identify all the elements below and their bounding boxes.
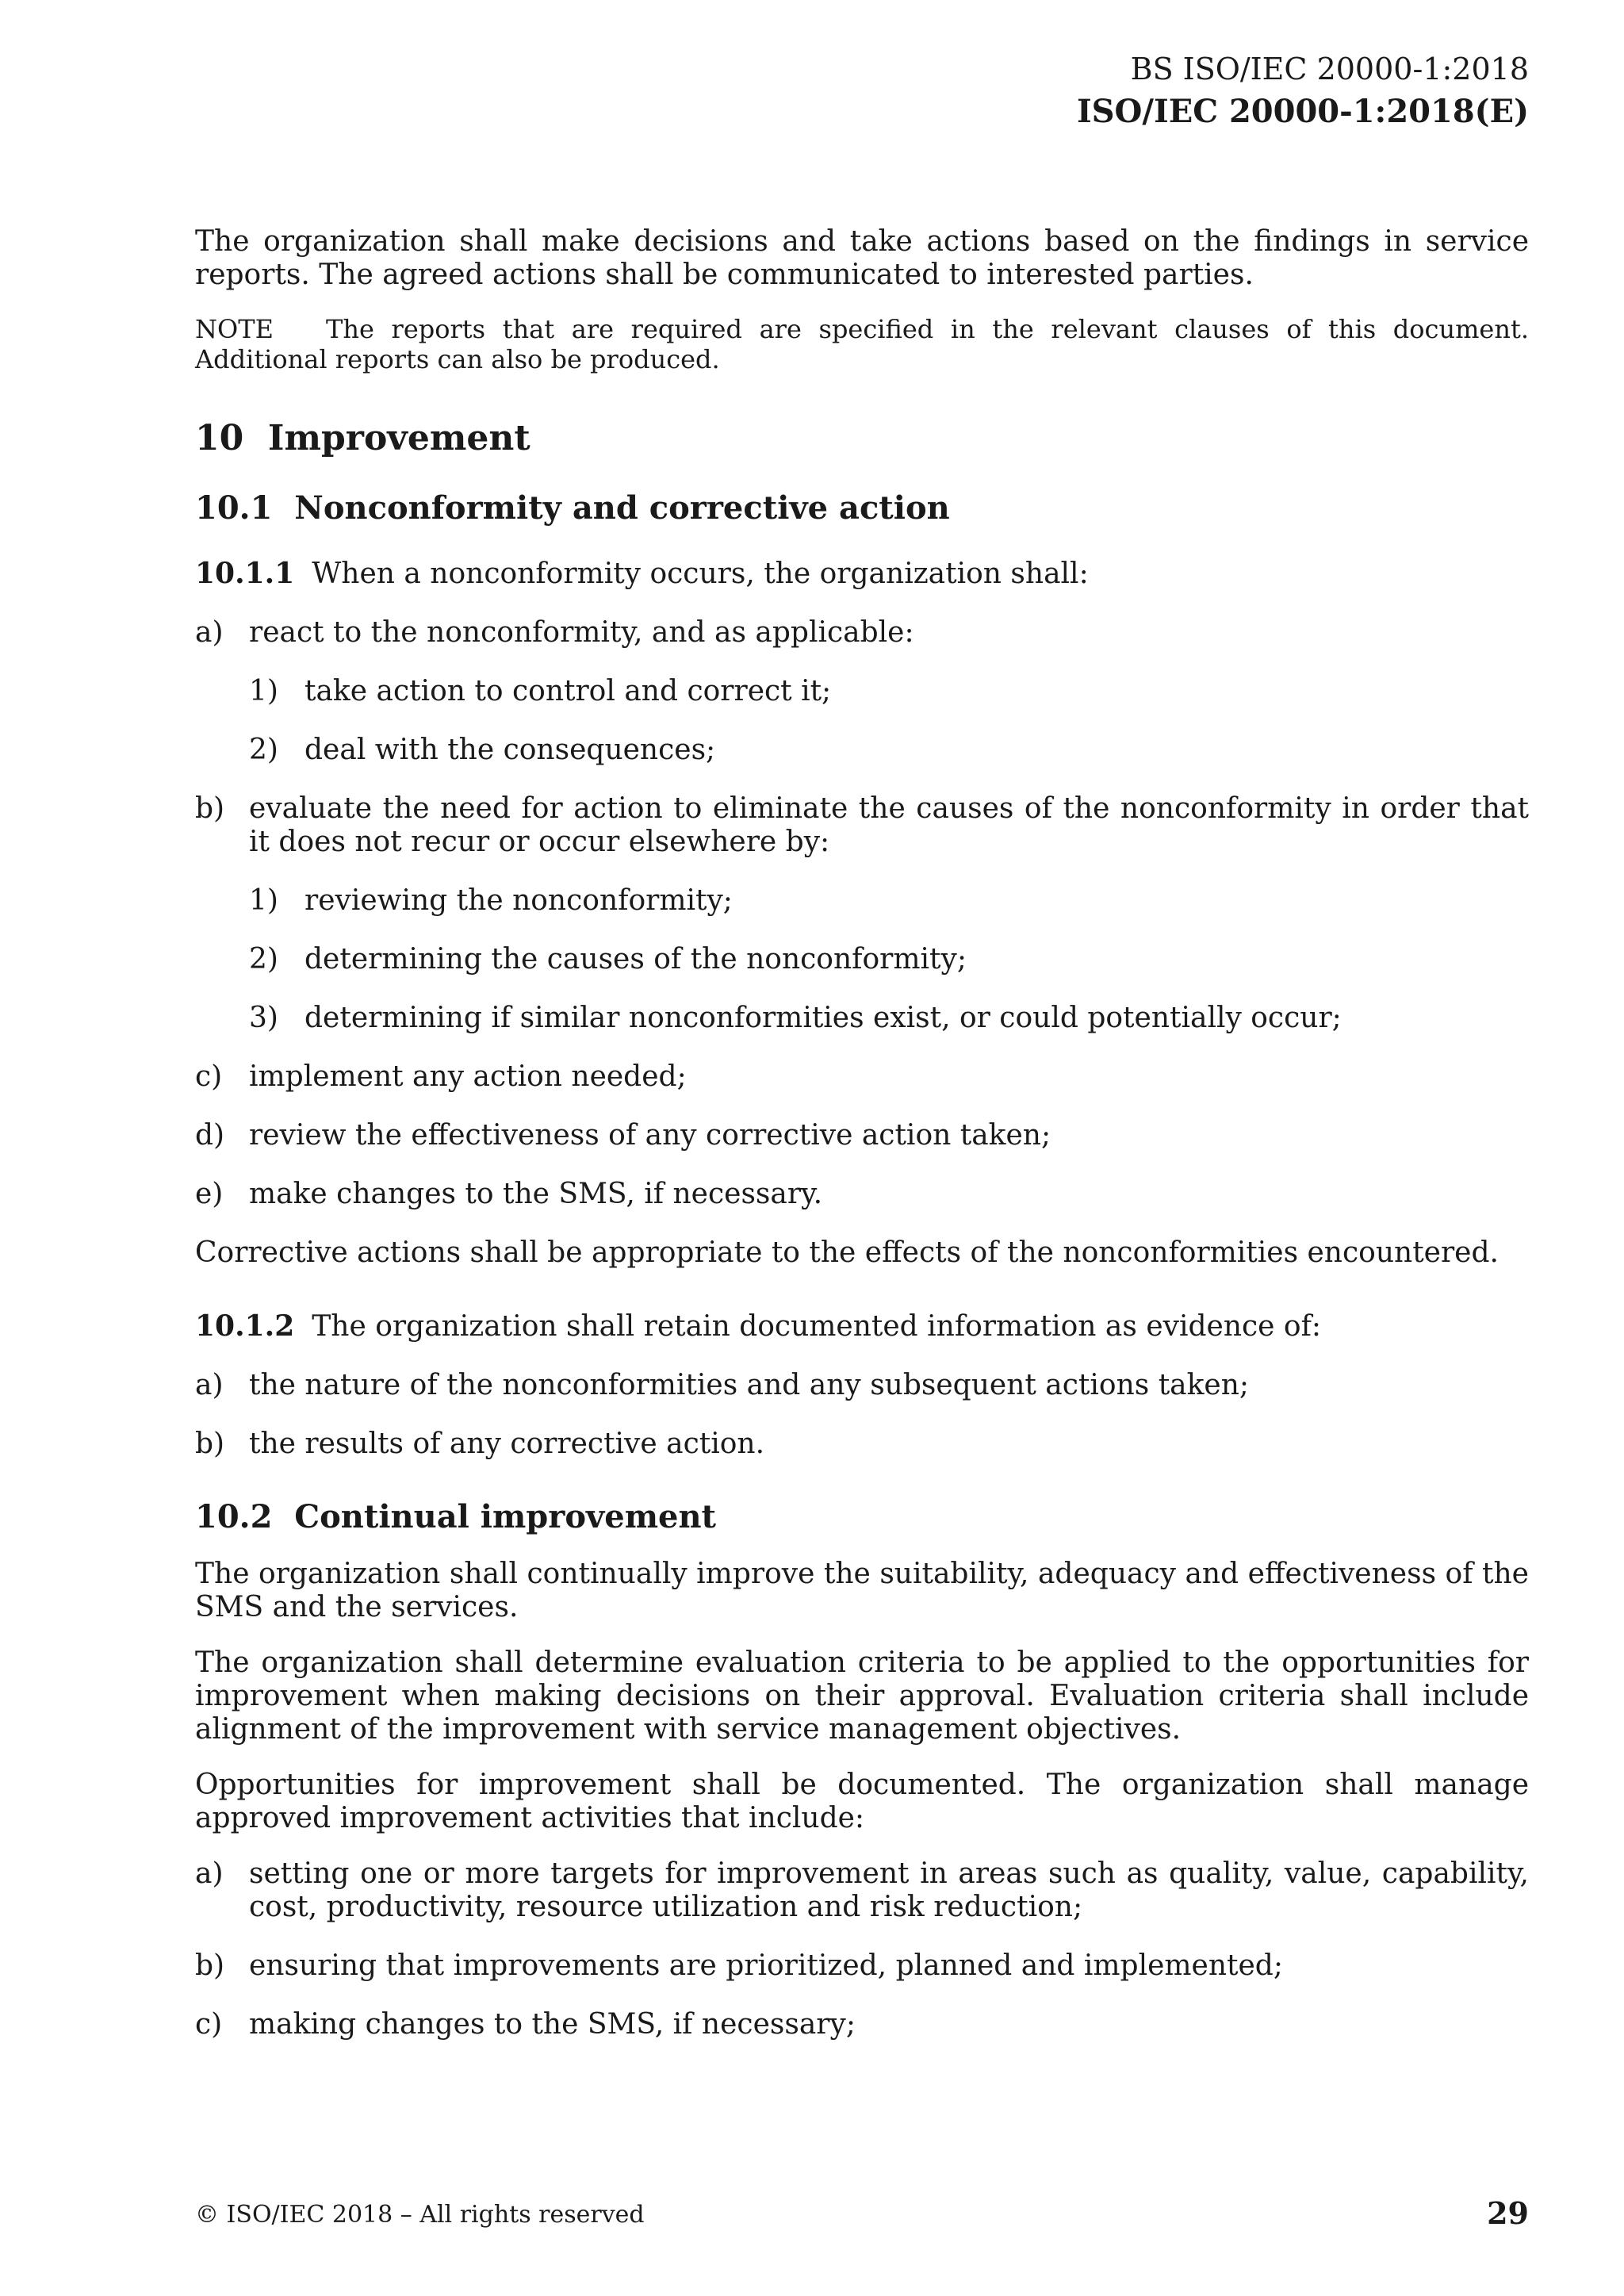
sub-list-item [195, 675, 1529, 708]
list-marker: b) [195, 792, 225, 825]
list-item [195, 1178, 1529, 1211]
list-text: the results of any corrective action. [249, 1428, 765, 1460]
paragraph: Opportunities for improvement shall be documented. The organization shall manage approved improvement activities that include: [195, 1769, 1529, 1834]
list-item [195, 1857, 1529, 1924]
sub-list-item [195, 943, 1529, 976]
footer-copyright: © ISO/IEC 2018 – All rights reserved [195, 2201, 645, 2229]
list-item [195, 1369, 1529, 1402]
list-text: determining the causes of the nonconformity; [304, 943, 967, 976]
list-marker: c) [195, 1060, 223, 1093]
note-label: NOTE [195, 314, 274, 344]
list-text: make changes to the SMS, if necessary. [249, 1178, 823, 1210]
section-number: 10.1 [195, 489, 273, 527]
list-text: reviewing the nonconformity; [304, 884, 733, 917]
list-item [195, 1949, 1529, 1983]
list-item [195, 1060, 1529, 1094]
sub-list-item [195, 884, 1529, 918]
paragraph: The organization shall continually improve the suitability, adequacy and effectiveness of the SMS and the services. [195, 1558, 1529, 1623]
section-heading-10-1 [195, 489, 1529, 527]
list-marker: b) [195, 1428, 225, 1460]
list-item [195, 1119, 1529, 1152]
list-marker: b) [195, 1949, 225, 1982]
list-marker: a) [195, 616, 224, 649]
page-header [1077, 48, 1529, 133]
section-title: Nonconformity and corrective action [294, 489, 950, 527]
list-text: the nature of the nonconformities and any subsequent actions taken; [249, 1369, 1250, 1401]
list-text: evaluate the need for action to eliminate the causes of the nonconformity in order that it does not recur or occur elsewhere by: [249, 792, 1529, 858]
list-item [195, 1428, 1529, 1461]
list-marker: 3) [249, 1002, 278, 1034]
header-standard-iso: ISO/IEC 20000-1:2018(E) [1076, 93, 1529, 130]
list-marker: 2) [249, 943, 278, 976]
header-standard-bs: BS ISO/IEC 20000-1:2018 [1130, 52, 1529, 86]
document-body [195, 225, 1529, 2067]
intro-paragraph: The organization shall make decisions and take actions based on the findings in service reports. The agreed actions shall be communicated to interested parties. [195, 225, 1529, 291]
list-text: ensuring that improvements are prioritized, planned and implemented; [249, 1949, 1283, 1982]
list-marker: c) [195, 2008, 223, 2041]
list-text: making changes to the SMS, if necessary; [249, 2008, 856, 2041]
page-number: 29 [1487, 2195, 1529, 2231]
clause-text: The organization shall retain documented information as evidence of: [312, 1310, 1322, 1343]
list-marker: e) [195, 1178, 224, 1210]
list-text: implement any action needed; [249, 1060, 687, 1093]
list-text: setting one or more targets for improvement in areas such as quality, value, capability, cost, productivity, resource utilization and risk reduction; [249, 1857, 1529, 1923]
section-number: 10.2 [195, 1498, 273, 1535]
list-text: review the effectiveness of any corrective action taken; [249, 1119, 1051, 1152]
clause-number: 10.1.2 [195, 1309, 295, 1343]
list-text: react to the nonconformity, and as applicable: [249, 616, 914, 649]
paragraph: The organization shall determine evaluation criteria to be applied to the opportunities for improvement when making decisions on their approval. Evaluation criteria shall include alignment of the improvement with service management objectives. [195, 1646, 1529, 1746]
list-marker: d) [195, 1119, 225, 1152]
note [195, 314, 1529, 374]
section-heading-10 [195, 418, 1529, 458]
sub-list-item [195, 1002, 1529, 1035]
list-marker: a) [195, 1369, 224, 1401]
section-title: Improvement [267, 418, 530, 458]
section-number: 10 [195, 418, 244, 458]
section-title: Continual improvement [294, 1498, 717, 1535]
clause-text: When a nonconformity occurs, the organization shall: [312, 558, 1089, 590]
section-heading-10-2 [195, 1498, 1529, 1535]
clause-number: 10.1.1 [195, 557, 295, 590]
list-item [195, 2008, 1529, 2041]
clause-10-1-1 [195, 557, 1529, 591]
list-marker: 2) [249, 734, 278, 766]
list-marker: 1) [249, 884, 278, 917]
list-item [195, 792, 1529, 859]
clause-10-1-2 [195, 1309, 1529, 1343]
note-text: The reports that are required are specified in the relevant clauses of this document. Additional reports can also be produced. [195, 314, 1529, 374]
list-text: deal with the consequences; [304, 734, 716, 766]
list-marker: 1) [249, 675, 278, 707]
closing-paragraph: Corrective actions shall be appropriate to the effects of the nonconformities encountered. [195, 1236, 1499, 1269]
list-item [195, 616, 1529, 650]
sub-list-item [195, 734, 1529, 767]
list-marker: a) [195, 1857, 224, 1890]
list-text: determining if similar nonconformities exist, or could potentially occur; [304, 1002, 1342, 1034]
list-text: take action to control and correct it; [304, 675, 832, 707]
